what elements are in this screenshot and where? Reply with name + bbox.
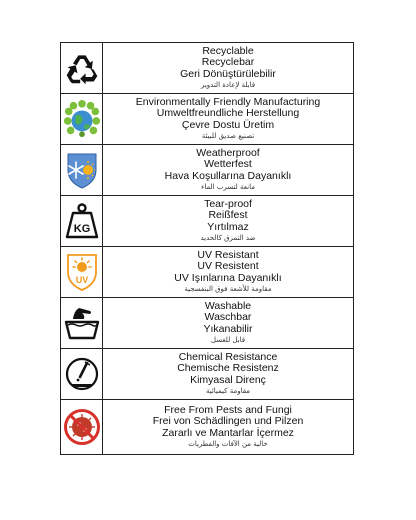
label-de: Recyclebar: [201, 56, 255, 69]
label-tr: Kimyasal Direnç: [190, 373, 266, 386]
label-tr: Yıkanabilir: [203, 322, 253, 335]
svg-text:KG: KG: [73, 223, 90, 235]
chemical-icon: [61, 349, 103, 399]
feature-row-pest-free: [61, 400, 353, 454]
label-en: UV Resistant: [197, 248, 259, 261]
feature-text: [103, 94, 353, 144]
label-de: Reißfest: [208, 209, 248, 222]
recycle-icon: [61, 43, 103, 93]
no-pests-icon: [61, 400, 103, 454]
label-en: Washable: [204, 299, 252, 312]
feature-text: [103, 298, 353, 348]
label-de: Waschbar: [204, 311, 252, 324]
feature-row-tearproof: [61, 196, 353, 247]
feature-text: [103, 196, 353, 246]
label-ar: تصنيع صديق للبيئة: [201, 132, 255, 141]
feature-text: [103, 349, 353, 399]
label-en: Chemical Resistance: [178, 350, 278, 363]
label-de: Wetterfest: [204, 158, 252, 171]
kg-weight-icon: [61, 196, 103, 246]
feature-row-chemical: [61, 349, 353, 400]
feature-row-recyclable: [61, 43, 353, 94]
label-de: Umweltfreundliche Herstellung: [156, 107, 300, 120]
label-ar: مقاومة كيميائية: [205, 387, 251, 396]
green-earth-icon: [61, 94, 103, 144]
label-de: Chemische Resistenz: [177, 362, 279, 375]
label-ar: قابل للغسل: [210, 336, 246, 345]
feature-row-washable: [61, 298, 353, 349]
label-tr: UV Işınlarına Dayanıklı: [174, 271, 282, 284]
label-ar: خالية من الآفات والفطريات: [188, 440, 268, 449]
label-en: Free From Pests and Fungi: [164, 403, 292, 416]
label-de: Frei von Schädlingen und Pilzen: [152, 415, 304, 428]
label-en: Environmentally Friendly Manufacturing: [135, 95, 321, 108]
feature-table: [60, 42, 354, 455]
label-ar: ضد التمزق كالحديد: [200, 234, 256, 243]
label-en: Recyclable: [202, 44, 254, 57]
feature-text: [103, 43, 353, 93]
label-de: UV Resistent: [197, 260, 259, 273]
feature-text: [103, 247, 353, 297]
feature-row-eco: [61, 94, 353, 145]
hand-wash-icon: [61, 298, 103, 348]
feature-text: [103, 400, 353, 454]
svg-text:UV: UV: [75, 275, 88, 285]
label-en: Tear-proof: [204, 197, 252, 210]
label-tr: Çevre Dostu Üretim: [181, 118, 275, 131]
label-tr: Hava Koşullarına Dayanıklı: [164, 169, 292, 182]
label-ar: مانعة لتسرب الماء: [201, 183, 255, 192]
weather-shield-icon: [61, 145, 103, 195]
feature-row-uv: [61, 247, 353, 298]
label-tr: Zararlı ve Mantarlar İçermez: [162, 426, 294, 439]
label-tr: Geri Dönüştürülebilir: [180, 67, 276, 80]
uv-sun-icon: [61, 247, 103, 297]
label-ar: قابلة لإعادة التدوير: [200, 81, 256, 90]
feature-row-weatherproof: [61, 145, 353, 196]
label-ar: مقاومة للأشعة فوق البنفسجية: [184, 285, 272, 294]
label-tr: Yırtılmaz: [207, 220, 249, 233]
feature-text: [103, 145, 353, 195]
label-en: Weatherproof: [196, 146, 260, 159]
